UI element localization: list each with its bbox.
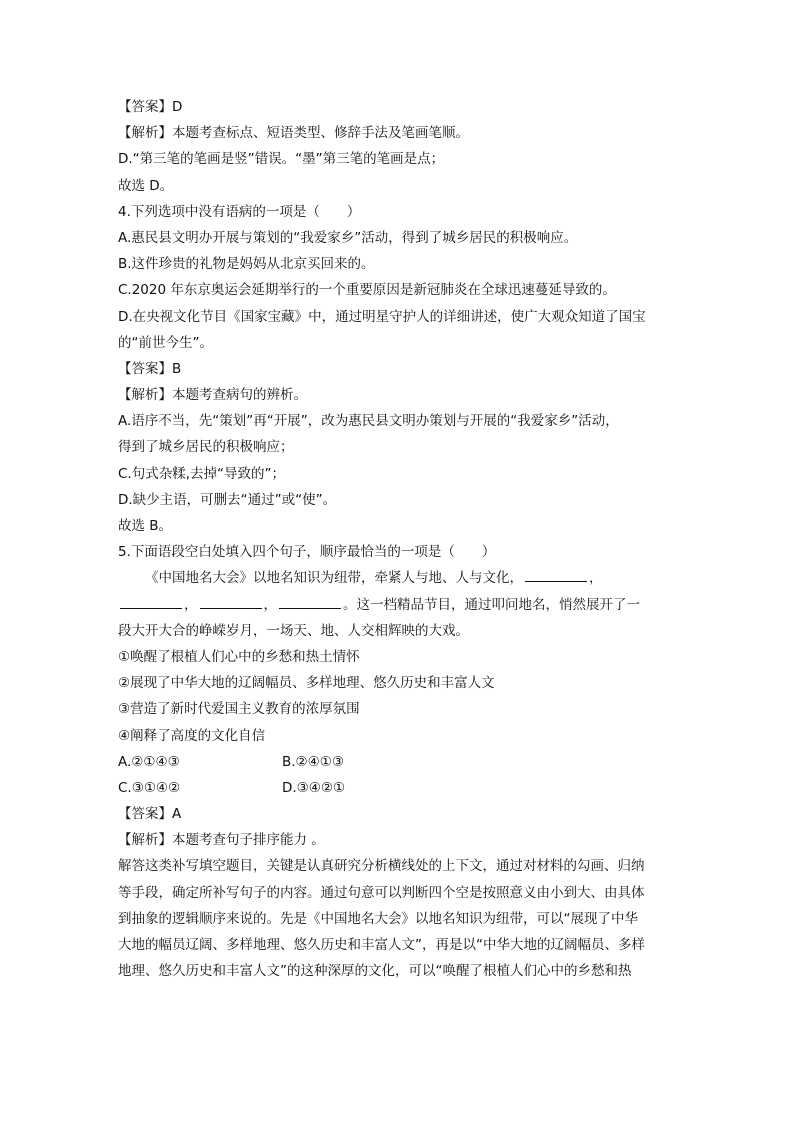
- q4-explanation-c: C.句式杂糅,去掉“导致的”；: [118, 465, 285, 482]
- q5-passage-comma-1: ，: [589, 570, 603, 587]
- q4-option-a: A.惠民县文明办开展与策划的“我爱家乡”活动，得到了城乡居民的积极响应。: [118, 229, 578, 246]
- q5-stem: 5.下面语段空白处填入四个句子，顺序最恰当的一项是（ ）: [118, 544, 496, 561]
- q5-choices-row-1: [118, 749, 678, 775]
- q3-conclusion: 故选 D。: [118, 177, 174, 194]
- q4-option-c: C.2020 年东京奥运会延期举行的一个重要原因是新冠肺炎在全球迅速蔓延导致的。: [118, 282, 616, 299]
- q5-explanation-1: 解答这类补写填空题目，关键是认真研究分析横线处的上下文，通过对材料的勾画、归纳: [118, 858, 645, 875]
- q3-analysis: 【解析】本题考查标点、短语类型、修辞手法及笔画笔顺。: [118, 125, 469, 142]
- q5-choice-a: A.②①④③: [118, 753, 180, 770]
- q5-explanation-3: 到抽象的逻辑顺序来说的。先是《中国地名大会》以地名知识为纽带，可以“展现了中华: [118, 910, 638, 927]
- q3-detail: D.“第三笔的笔画是竖”错误。“墨”第三笔的笔画是点；: [118, 151, 445, 168]
- q5-passage-line-1: [118, 565, 678, 591]
- q5-choice-b: B.②④①③: [282, 753, 344, 770]
- q4-analysis: 【解析】本题考查病句的辨析。: [118, 387, 307, 404]
- q5-blank-1: [525, 567, 587, 582]
- q5-analysis: 【解析】本题考查句子排序能力 。: [118, 832, 325, 849]
- q5-passage-comma-2: ，: [184, 596, 198, 613]
- q5-explanation-2: 等手段，确定所补写句子的内容。通过句意可以判断四个空是按照意义由小到大、由具体: [118, 884, 645, 901]
- q5-choice-d: D.③④②①: [282, 779, 346, 796]
- q4-explanation-a: A.语序不当，先“策划”再“开展”，改为惠民县文明办策划与开展的“我爱家乡”活动，: [118, 413, 619, 430]
- q5-sentence-4: ④阐释了高度的文化自信: [118, 727, 266, 744]
- q4-option-b: B.这件珍贵的礼物是妈妈从北京买回来的。: [118, 256, 375, 273]
- document-page: [118, 94, 678, 984]
- q4-explanation-a-cont: 得到了城乡居民的积极响应；: [118, 439, 294, 456]
- q5-passage-line-3: 段大开大合的峥嵘岁月，一场天、地、人交相辉映的大戏。: [118, 622, 469, 639]
- q5-choice-c: C.③①④②: [118, 779, 181, 796]
- q4-answer: 【答案】B: [118, 360, 182, 377]
- q5-passage-text-2: 。这一档精品节目，通过叩问地名，悄然展开了一: [343, 596, 640, 613]
- q5-explanation-4: 大地的幅员辽阔、多样地理、悠久历史和丰富人文”，再是以“中华大地的辽阔幅员、多样: [118, 937, 645, 953]
- q5-passage-line-2: [118, 592, 678, 618]
- q5-passage-text-1: 《中国地名大会》以地名知识为纽带，牵紧人与地、人与文化，: [145, 570, 523, 587]
- q4-stem: 4.下列选项中没有语病的一项是（ ）: [118, 203, 361, 220]
- q4-explanation-d: D.缺少主语，可删去“通过”或“使”。: [118, 491, 337, 508]
- q4-conclusion: 故选 B。: [118, 518, 173, 534]
- q4-option-d-cont: 的“前世今生”。: [118, 334, 213, 351]
- q5-choices-row-2: [118, 775, 678, 801]
- q5-blank-2: [120, 594, 182, 609]
- q4-option-d: D.在央视文化节目《国家宝藏》中，通过明星守护人的详细讲述，使广大观众知道了国宝: [118, 308, 646, 325]
- q5-sentence-1: ①唤醒了根植人们心中的乡愁和热土情怀: [118, 648, 360, 665]
- q5-blank-4: [279, 594, 341, 609]
- q5-blank-3: [200, 594, 262, 609]
- q5-answer: 【答案】A: [118, 806, 182, 823]
- q5-sentence-2: ②展现了中华大地的辽阔幅员、多样地理、悠久历史和丰富人文: [118, 675, 495, 692]
- q5-explanation-5: 地理、悠久历史和丰富人文”的这种深厚的文化，可以“唤醒了根植人们心中的乡愁和热: [118, 963, 632, 980]
- q3-answer: 【答案】D: [118, 99, 183, 115]
- q5-sentence-3: ③营造了新时代爱国主义教育的浓厚氛围: [118, 701, 360, 718]
- q5-passage-comma-3: ，: [263, 596, 277, 613]
